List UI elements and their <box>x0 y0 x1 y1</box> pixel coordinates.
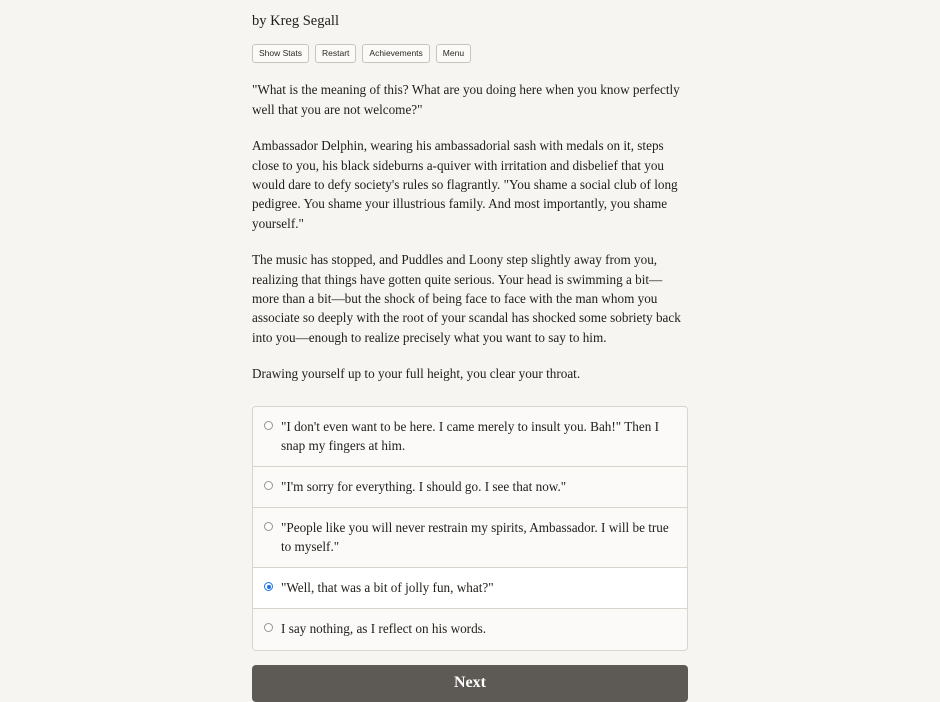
story-paragraph: Ambassador Delphin, wearing his ambassadorial sash with medals on it, steps close to you, his black sideburns a-quiver with irritation and disbelief that you would dare to defy society's rules so flagrantly. "You shame a social club of long pedigree. You shame your illustrious family. And most importantly, you shame yourself." <box>252 138 678 231</box>
achievements-button[interactable]: Achievements <box>362 44 429 64</box>
choice-label: "Well, that was a bit of jolly fun, what?" <box>281 580 494 596</box>
choice-label: "People like you will never restrain my spirits, Ambassador. I will be true to myself." <box>281 520 669 555</box>
choice-option[interactable] <box>253 467 687 508</box>
menu-button[interactable]: Menu <box>436 44 471 64</box>
byline: by Kreg Segall <box>252 13 339 29</box>
story-column <box>252 0 688 702</box>
radio-icon[interactable] <box>264 623 273 632</box>
choice-option[interactable] <box>253 508 687 568</box>
choice-option-selected[interactable] <box>253 568 687 609</box>
choice-option[interactable] <box>253 407 687 467</box>
radio-icon[interactable] <box>264 522 273 531</box>
story-paragraph: Drawing yourself up to your full height, you clear your throat. <box>252 366 581 382</box>
choice-label: "I'm sorry for everything. I should go. I see that now." <box>281 478 567 494</box>
toolbar <box>252 44 688 64</box>
next-button[interactable]: Next <box>252 665 688 702</box>
choice-label: "I don't even want to be here. I came merely to insult you. Bah!" Then I snap my fingers at him. <box>281 418 660 453</box>
show-stats-button[interactable]: Show Stats <box>252 44 309 64</box>
restart-button[interactable]: Restart <box>315 44 356 64</box>
choice-option[interactable] <box>253 609 687 649</box>
choice-label: I say nothing, as I reflect on his words. <box>281 621 487 637</box>
story-paragraph: The music has stopped, and Puddles and Loony step slightly away from you, realizing that things have gotten quite serious. Your head is swimming a bit—more than a bit—but the shock of being face to face with the man whom you associate so deeply with the root of your scandal has shocked some sobriety back into you—enough to realize precisely what you want to say to him. <box>252 252 681 345</box>
radio-icon[interactable] <box>264 421 273 430</box>
story-paragraph: "What is the meaning of this? What are you doing here when you know perfectly well that you are not welcome?" <box>252 82 680 117</box>
choice-list <box>252 406 688 651</box>
radio-icon[interactable] <box>264 481 273 490</box>
radio-icon-selected[interactable] <box>264 582 273 591</box>
